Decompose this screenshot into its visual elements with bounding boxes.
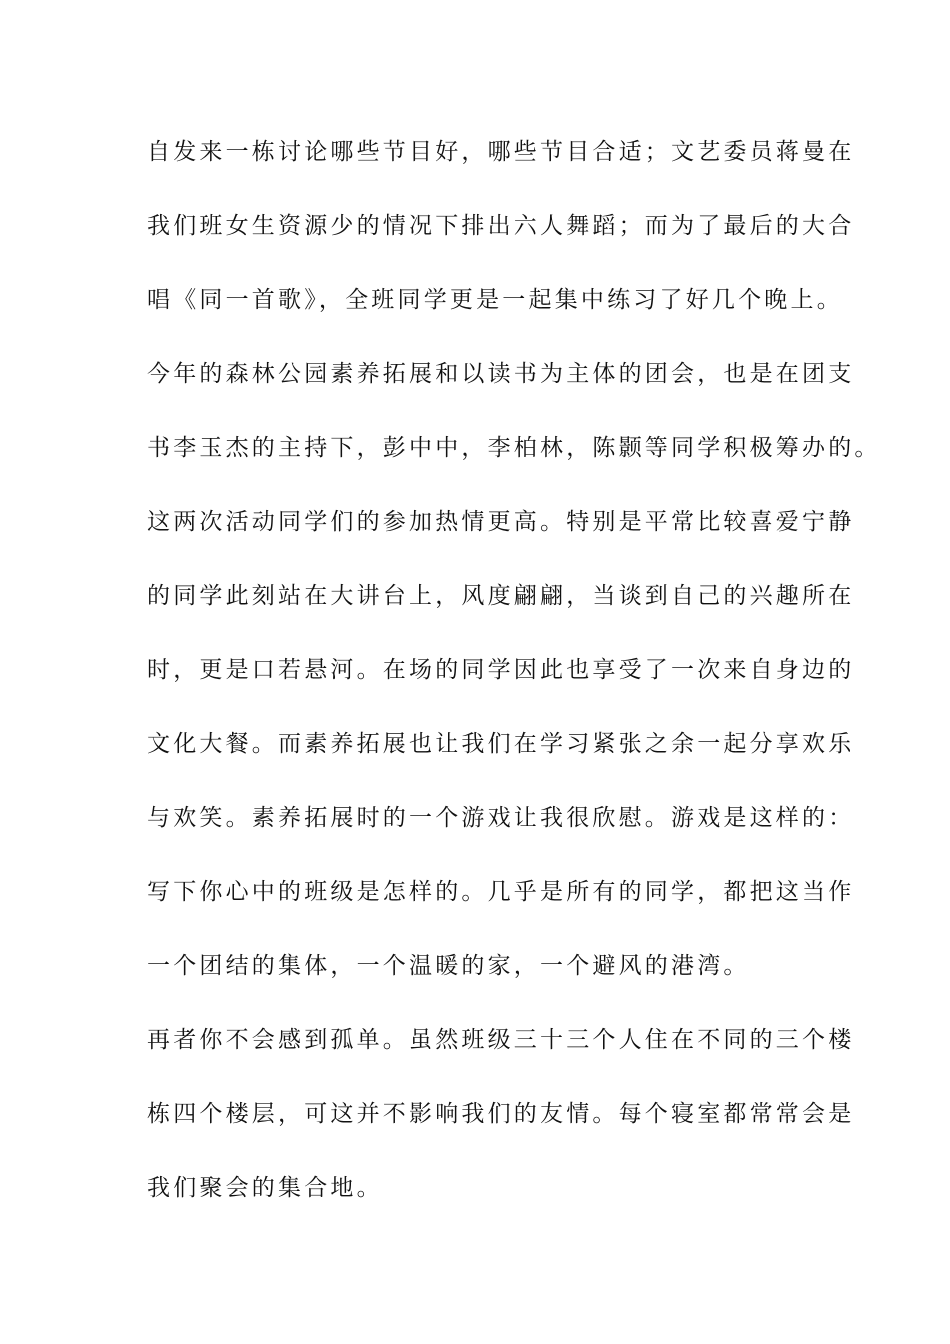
text-line-3: 唱《同一首歌》，全班同学更是一起集中练习了好几个晚上。 xyxy=(147,287,843,313)
text-line-12: 一个团结的集体，一个温暖的家，一个避风的港湾。 xyxy=(147,953,750,979)
text-line-8: 时，更是口若悬河。在场的同学因此也享受了一次来自身边的 xyxy=(147,657,855,683)
text-line-14: 栋四个楼层，可这并不影响我们的友情。每个寝室都常常会是 xyxy=(147,1101,855,1127)
text-line-4: 今年的森林公园素养拓展和以读书为主体的团会，也是在团支 xyxy=(147,361,855,387)
text-line-15: 我们聚会的集合地。 xyxy=(147,1175,383,1201)
text-line-6: 这两次活动同学们的参加热情更高。特别是平常比较喜爱宁静 xyxy=(147,509,855,535)
text-line-10: 与欢笑。素养拓展时的一个游戏让我很欣慰。游戏是这样的： xyxy=(147,805,855,831)
text-line-13: 再者你不会感到孤单。虽然班级三十三个人住在不同的三个楼 xyxy=(147,1027,855,1053)
text-line-5: 书李玉杰的主持下，彭中中，李柏林，陈颢等同学积极筹办的。 xyxy=(147,435,881,461)
text-line-2: 我们班女生资源少的情况下排出六人舞蹈；而为了最后的大合 xyxy=(147,213,855,239)
text-line-7: 的同学此刻站在大讲台上，风度翩翩，当谈到自己的兴趣所在 xyxy=(147,583,855,609)
text-line-9: 文化大餐。而素养拓展也让我们在学习紧张之余一起分享欢乐 xyxy=(147,731,855,757)
text-line-11: 写下你心中的班级是怎样的。几乎是所有的同学，都把这当作 xyxy=(147,879,855,905)
text-line-1: 自发来一栋讨论哪些节目好，哪些节目合适；文艺委员蒋曼在 xyxy=(147,139,855,165)
body-text xyxy=(147,130,881,1240)
